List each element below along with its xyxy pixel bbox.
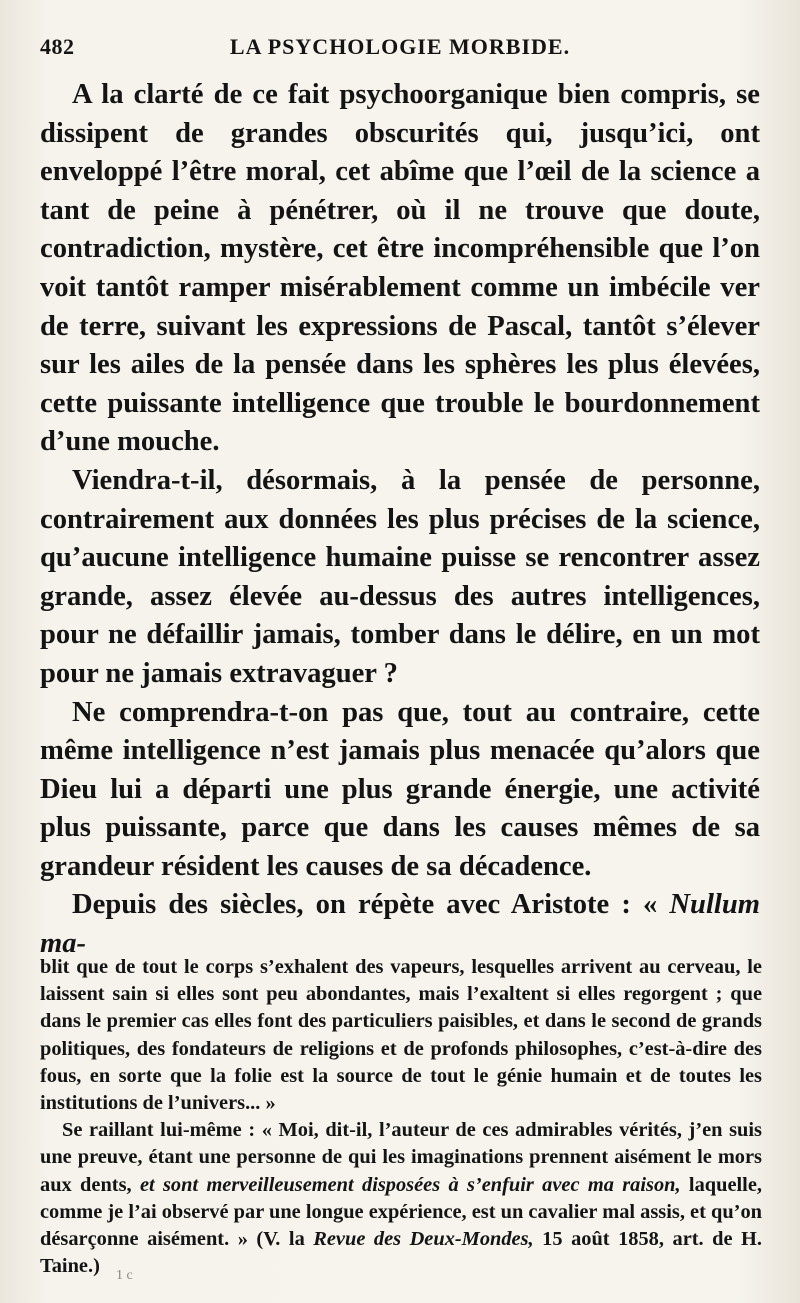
footnote-paragraph-2 — [40, 1117, 762, 1280]
footnote-paragraph-1: blit que de tout le corps s’exhalent des vapeurs, lesquelles arrivent au cerveau, le laissent sain si elles sont peu abondantes, mais l’exaltent si elles regorgent ; que dans le premier cas elles font des particuliers paisibles, et dans le second de grands politiques, des fondateurs de religions et de profonds philosophes, c’est-à-dire des fous, en sorte que la folie est la source de tout le génie humain et de toutes les institutions de l’univers... » — [40, 956, 762, 1115]
running-head: LA PSYCHOLOGIE MORBIDE. — [229, 34, 571, 59]
footnote-p2-italic: et sont merveilleusement disposées à s’enfuir avec ma raison, — [139, 1173, 681, 1196]
paragraph-4-latin-quote: Nullum ma- — [40, 889, 760, 960]
footnote-p2-part-a: Se raillant lui-même : « Moi, dit-il, l’auteur de ces admirables vérités, j’en suis une preuve, étant une personne de qui les imaginations prennent aisément le mors aux dents, — [40, 1119, 762, 1196]
printer-mark: 1 c — [116, 1268, 133, 1283]
paragraph-4 — [40, 886, 760, 963]
footnote-p2-part-c: 15 août 1858, art. de H. Taine.) — [40, 1228, 763, 1278]
paragraph-3: Ne comprendra-t-on pas que, tout au contraire, cette même intelligence n’est jamais plus menacée qu’alors que Dieu lui a départi une plus grande énergie, une activité plus puissante, parce que dans les causes mêmes de sa grandeur résident les causes de sa décadence. — [40, 696, 760, 882]
paragraph-1: A la clarté de ce fait psychoorganique bien compris, se dissipent de grandes obscurités qui, jusqu’ici, ont enveloppé l’être moral, cet abîme que l’œil de la science a tant de peine à pénétrer, où il ne trouve que doute, contradiction, mystère, cet être incompréhensible que l’on voit tantôt ramper misérablement comme un imbécile ver de terre, suivant les expressions de Pascal, tantôt s’élever sur les ailes de la pensée dans les sphères les plus élevées, cette puissante intelligence que trouble le bourdonnement d’une mouche. — [40, 79, 760, 458]
main-text — [40, 76, 760, 964]
page-header — [40, 34, 760, 68]
paragraph-4-start: Depuis des siècles, on répète avec Aristote : « — [72, 889, 670, 921]
footnote-text — [40, 954, 762, 1280]
page-number: 482 — [40, 34, 75, 59]
footnote-p2-part-b: laquelle, comme je l’ai observé par une longue expérience, est un cavalier mal assis, et qu’on désarçonne aisément. » (V. la — [40, 1173, 762, 1251]
footnote-p2-journal: Revue des Deux-Mondes, — [313, 1228, 534, 1251]
paragraph-2: Viendra-t-il, désormais, à la pensée de personne, contrairement aux données les plus précises de la science, qu’aucune intelligence humaine puisse se rencontrer assez grande, assez élevée au-dessus des autres intelligences, pour ne défaillir jamais, tomber dans le délire, en un mot pour ne jamais extravaguer ? — [40, 464, 760, 689]
